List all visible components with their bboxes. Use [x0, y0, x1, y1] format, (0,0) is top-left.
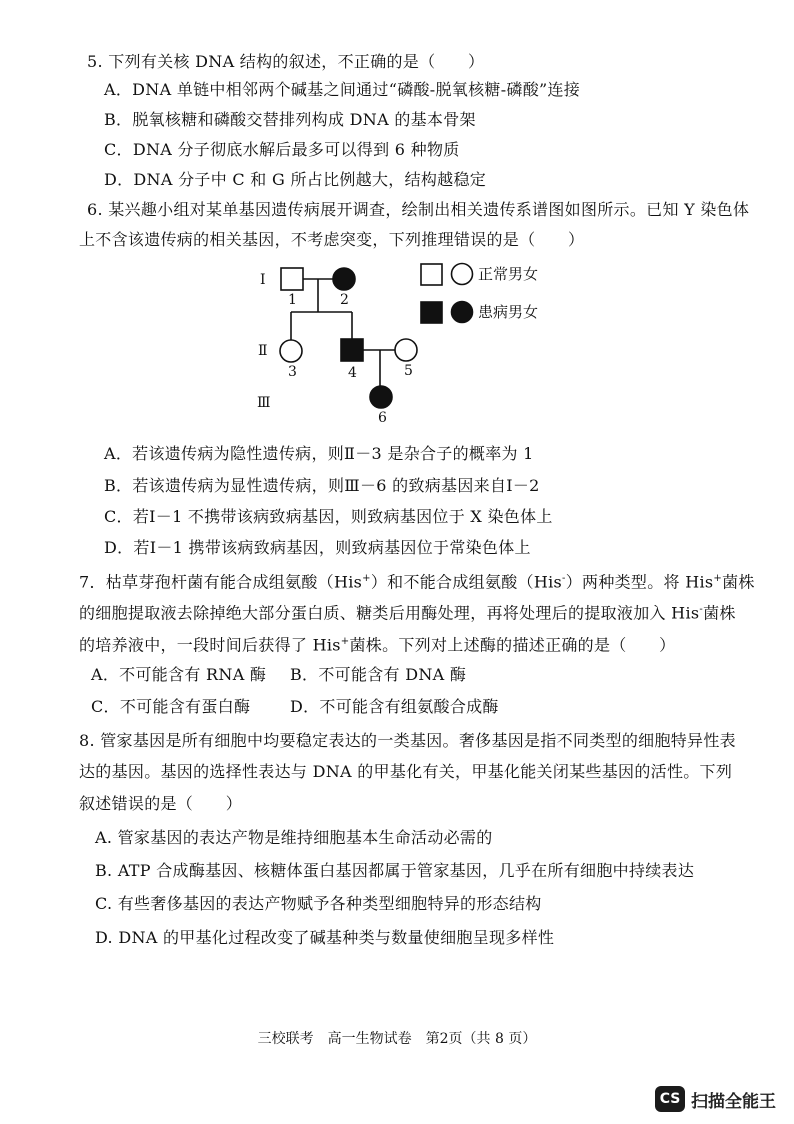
pedigree-num-2: 2 [340, 292, 349, 308]
q7-line3-part2: 菌株。下列对上述酶的描述正确的是（ ） [349, 635, 676, 655]
pedigree-II3-normal-female [280, 340, 302, 362]
q7-sup-plus-1: + [362, 573, 371, 584]
q8-option-d: D. DNA 的甲基化过程改变了碱基种类与数量使细胞呈现多样性 [95, 928, 555, 947]
q7-stem-line1 [79, 569, 755, 592]
pedigree-II5-normal-female [395, 339, 417, 361]
q7-line2-part2: 菌株 [703, 603, 736, 623]
q7-stem-line2 [79, 600, 736, 623]
q7-line1-part1: 7．枯草芽孢杆菌有能合成组氨酸（His [79, 572, 363, 592]
pedigree-gen-II-label: Ⅱ [258, 343, 268, 359]
q6-stem-line1: 6. 某兴趣小组对某单基因遗传病展开调查，绘制出相关遗传系谱图如图所示。已知 Y 染色体 [87, 200, 750, 219]
q7-option-d: D．不可能含有组氨酸合成酶 [290, 697, 499, 716]
watermark-text: 扫描全能王 [691, 1091, 776, 1112]
q7-stem-line3 [79, 632, 675, 655]
legend-affected-male-icon [421, 302, 442, 323]
q8-option-a: A. 管家基因的表达产物是维持细胞基本生命活动必需的 [95, 828, 493, 847]
q7-sup-plus-3: + [340, 636, 350, 647]
pedigree-gen-III-label: Ⅲ [257, 395, 271, 411]
legend-affected-female-icon [452, 302, 473, 323]
q8-stem-line1: 8. 管家基因是所有细胞中均要稳定表达的一类基因。奢侈基因是指不同类型的细胞特异性表 [79, 731, 736, 750]
q6-option-b: B．若该遗传病为显性遗传病，则Ⅲ－6 的致病基因来自Ⅰ－2 [104, 476, 540, 495]
page-footer: 三校联考 高一生物试卷 第2页（共 8 页） [257, 1031, 537, 1047]
pedigree-num-1: 1 [288, 292, 297, 308]
q6-option-a: A．若该遗传病为隐性遗传病，则Ⅱ－3 是杂合子的概率为 1 [104, 444, 534, 463]
q6-option-d: D．若Ⅰ－1 携带该病致病基因，则致病基因位于常染色体上 [104, 538, 531, 557]
legend-normal-label: 正常男女 [478, 265, 539, 283]
q6-option-c: C．若Ⅰ－1 不携带该病致病基因，则致病基因位于 X 染色体上 [104, 507, 553, 526]
q7-line1-part2: ）和不能合成组氨酸（His [370, 572, 563, 592]
q7-line2-part1: 的细胞提取液去除掉绝大部分蛋白质、糖类后用酶处理，再将处理后的提取液加入 His [79, 603, 700, 623]
q7-sup-minus-2: - [699, 604, 704, 615]
q8-option-c: C. 有些奢侈基因的表达产物赋予各种类型细胞特异的形态结构 [95, 894, 542, 913]
pedigree-gen-I-label: Ⅰ [260, 272, 266, 288]
pedigree-num-3: 3 [288, 364, 297, 380]
q5-option-c: C．DNA 分子彻底水解后最多可以得到 6 种物质 [104, 140, 460, 159]
legend-affected-label: 患病男女 [478, 303, 539, 321]
q6-stem-line2: 上不含该遗传病的相关基因，不考虑突变，下列推理错误的是（ ） [79, 230, 585, 249]
pedigree-III6-affected-female [370, 386, 392, 408]
pedigree-I2-affected-female [333, 268, 355, 290]
legend-normal-female-icon [452, 264, 473, 285]
camscanner-logo-icon: CS [655, 1086, 685, 1112]
q7-line3-part1: 的培养液中，一段时间后获得了 His [79, 635, 341, 655]
legend-normal-male-icon [421, 264, 442, 285]
q7-line1-part4: 菌株 [722, 572, 755, 592]
q5-option-b: B．脱氧核糖和磷酸交替排列构成 DNA 的基本骨架 [104, 110, 476, 129]
q7-line1-part3: ）两种类型。将 His [565, 572, 714, 592]
q5-option-a: A．DNA 单链中相邻两个碱基之间通过“磷酸-脱氧核糖-磷酸”连接 [104, 80, 581, 99]
pedigree-I1-normal-male [281, 268, 303, 290]
pedigree-num-6: 6 [378, 410, 387, 426]
q7-option-c: C．不可能含有蛋白酶 [91, 697, 251, 716]
q8-option-b: B. ATP 合成酶基因、核糖体蛋白基因都属于管家基因，几乎在所有细胞中持续表达 [95, 861, 695, 880]
q5-option-d: D．DNA 分子中 C 和 G 所占比例越大，结构越稳定 [104, 170, 487, 189]
q7-sup-minus-1: - [562, 573, 566, 584]
q7-sup-plus-2: + [713, 573, 723, 584]
q8-stem-line3: 叙述错误的是（ ） [79, 794, 243, 813]
pedigree-II4-affected-male [341, 339, 363, 361]
pedigree-num-4: 4 [348, 365, 357, 381]
pedigree-num-5: 5 [404, 363, 413, 379]
scanner-watermark [655, 1084, 776, 1114]
q8-stem-line2: 达的基因。基因的选择性表达与 DNA 的甲基化有关，甲基化能关闭某些基因的活性。下列 [79, 762, 733, 781]
q7-option-b: B．不可能含有 DNA 酶 [290, 665, 467, 684]
q5-stem: 5. 下列有关核 DNA 结构的叙述，不正确的是（ ） [87, 52, 485, 71]
q7-option-a: A．不可能含有 RNA 酶 [91, 665, 267, 684]
